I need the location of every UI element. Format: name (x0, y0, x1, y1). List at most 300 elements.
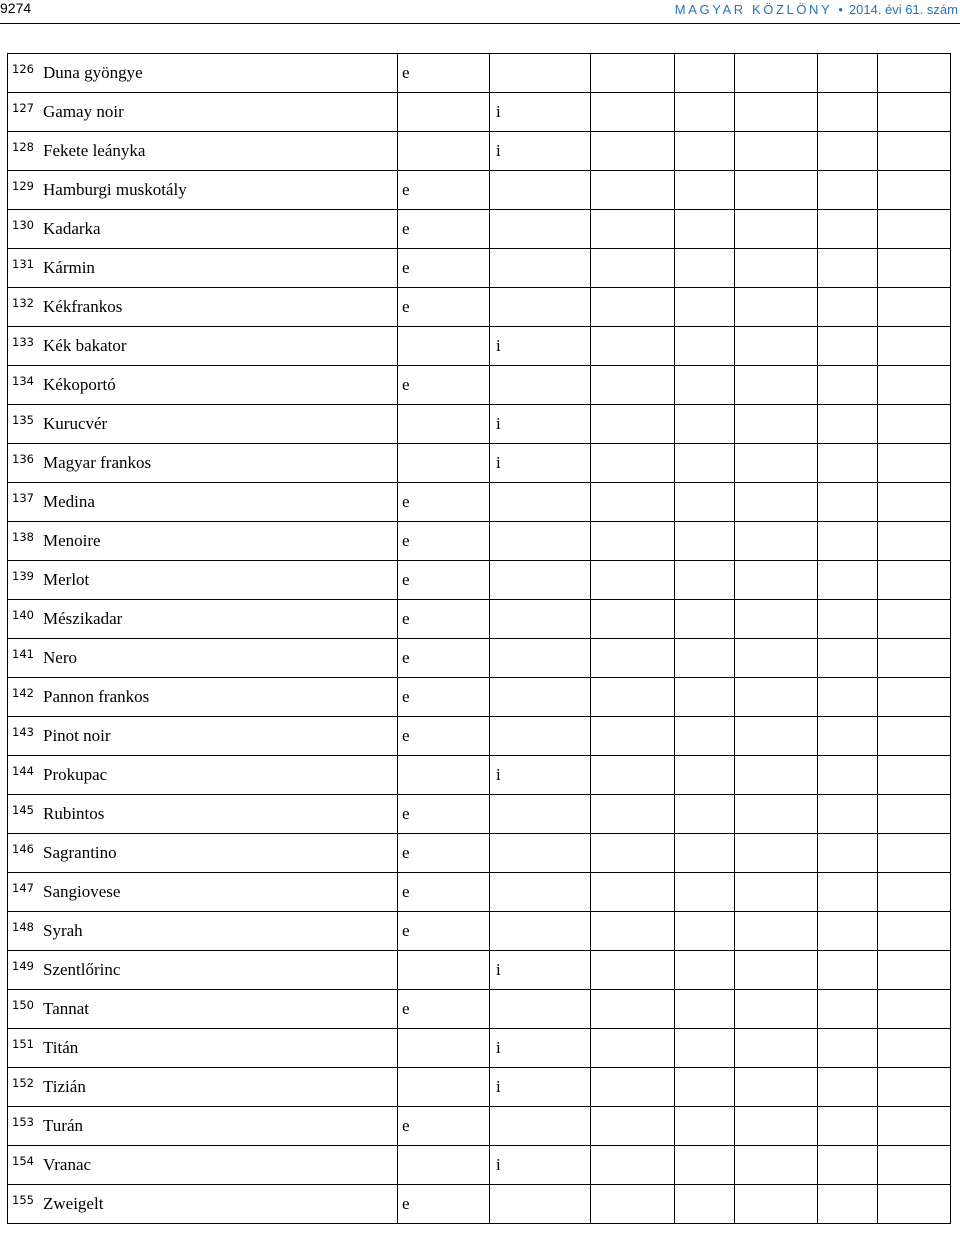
empty-cell (818, 483, 878, 522)
empty-cell (878, 756, 951, 795)
empty-cell (591, 132, 675, 171)
i-mark: i (496, 336, 501, 355)
table-row (8, 639, 951, 678)
row-number: 132 (12, 296, 34, 310)
e-mark: e (402, 999, 410, 1018)
empty-cell (591, 561, 675, 600)
variety-name: Prokupac (43, 765, 108, 784)
empty-cell (735, 210, 818, 249)
grape-variety-table (7, 53, 951, 1224)
e-mark: e (402, 570, 410, 589)
row-number: 147 (12, 881, 34, 895)
variety-name: Hamburgi muskotály (43, 180, 187, 199)
variety-cell (8, 834, 398, 873)
variety-name: Kadarka (43, 219, 101, 238)
empty-cell (735, 600, 818, 639)
i-mark-cell (490, 756, 591, 795)
i-mark-cell (490, 483, 591, 522)
e-mark: e (402, 492, 410, 511)
variety-name: Pinot noir (43, 726, 111, 745)
empty-cell (818, 1185, 878, 1224)
empty-cell (735, 522, 818, 561)
row-number: 143 (12, 725, 34, 739)
empty-cell (735, 1029, 818, 1068)
variety-cell (8, 483, 398, 522)
empty-cell (735, 366, 818, 405)
variety-name: Turán (43, 1116, 83, 1135)
e-mark-cell (398, 483, 490, 522)
e-mark-cell (398, 639, 490, 678)
variety-name: Szentlőrinc (43, 960, 121, 979)
i-mark-cell (490, 54, 591, 93)
empty-cell (818, 912, 878, 951)
empty-cell (675, 600, 735, 639)
empty-cell (878, 639, 951, 678)
empty-cell (591, 327, 675, 366)
variety-cell (8, 444, 398, 483)
e-mark-cell (398, 717, 490, 756)
empty-cell (591, 756, 675, 795)
table-row (8, 288, 951, 327)
i-mark-cell (490, 132, 591, 171)
row-number: 130 (12, 218, 34, 232)
row-number: 128 (12, 140, 34, 154)
empty-cell (878, 54, 951, 93)
empty-cell (735, 951, 818, 990)
e-mark: e (402, 1116, 410, 1135)
variety-cell (8, 912, 398, 951)
empty-cell (878, 912, 951, 951)
table-row (8, 1107, 951, 1146)
i-mark-cell (490, 912, 591, 951)
empty-cell (675, 444, 735, 483)
table-row (8, 873, 951, 912)
empty-cell (675, 54, 735, 93)
variety-name: Titán (43, 1038, 79, 1057)
empty-cell (878, 795, 951, 834)
empty-cell (735, 483, 818, 522)
i-mark-cell (490, 327, 591, 366)
e-mark: e (402, 609, 410, 628)
empty-cell (591, 1107, 675, 1146)
variety-name: Pannon frankos (43, 687, 150, 706)
e-mark: e (402, 219, 410, 238)
empty-cell (591, 600, 675, 639)
empty-cell (818, 210, 878, 249)
table-row (8, 834, 951, 873)
empty-cell (878, 951, 951, 990)
empty-cell (818, 171, 878, 210)
empty-cell (818, 288, 878, 327)
variety-name: Menoire (43, 531, 101, 550)
table-row (8, 990, 951, 1029)
e-mark: e (402, 375, 410, 394)
empty-cell (591, 288, 675, 327)
i-mark-cell (490, 678, 591, 717)
empty-cell (878, 717, 951, 756)
table-row (8, 1068, 951, 1107)
empty-cell (675, 717, 735, 756)
row-number: 142 (12, 686, 34, 700)
journal-title (675, 2, 958, 17)
e-mark-cell (398, 132, 490, 171)
empty-cell (878, 444, 951, 483)
empty-cell (675, 951, 735, 990)
variety-cell (8, 1107, 398, 1146)
i-mark-cell (490, 990, 591, 1029)
empty-cell (735, 990, 818, 1029)
row-number: 144 (12, 764, 34, 778)
empty-cell (591, 249, 675, 288)
empty-cell (818, 951, 878, 990)
variety-cell (8, 1068, 398, 1107)
variety-name: Vranac (43, 1155, 92, 1174)
empty-cell (878, 873, 951, 912)
i-mark: i (496, 102, 501, 121)
empty-cell (818, 717, 878, 756)
row-number: 140 (12, 608, 34, 622)
empty-cell (675, 795, 735, 834)
variety-name: Kékfrankos (43, 297, 123, 316)
row-number: 146 (12, 842, 34, 856)
e-mark-cell (398, 444, 490, 483)
e-mark-cell (398, 1107, 490, 1146)
empty-cell (818, 873, 878, 912)
empty-cell (675, 327, 735, 366)
variety-cell (8, 873, 398, 912)
e-mark: e (402, 180, 410, 199)
table-row (8, 522, 951, 561)
empty-cell (675, 561, 735, 600)
e-mark-cell (398, 912, 490, 951)
row-number: 152 (12, 1076, 34, 1090)
i-mark: i (496, 1155, 501, 1174)
variety-cell (8, 795, 398, 834)
empty-cell (735, 873, 818, 912)
row-number: 129 (12, 179, 34, 193)
variety-name: Merlot (43, 570, 90, 589)
variety-cell (8, 717, 398, 756)
variety-cell (8, 132, 398, 171)
empty-cell (735, 1068, 818, 1107)
i-mark-cell (490, 639, 591, 678)
table-row (8, 210, 951, 249)
empty-cell (878, 483, 951, 522)
variety-name: Sagrantino (43, 843, 117, 862)
empty-cell (818, 1029, 878, 1068)
empty-cell (818, 132, 878, 171)
variety-cell (8, 639, 398, 678)
empty-cell (878, 366, 951, 405)
variety-name: Nero (43, 648, 77, 667)
variety-cell (8, 249, 398, 288)
empty-cell (591, 366, 675, 405)
variety-cell (8, 990, 398, 1029)
empty-cell (878, 834, 951, 873)
row-number: 134 (12, 374, 34, 388)
empty-cell (591, 1185, 675, 1224)
e-mark-cell (398, 366, 490, 405)
empty-cell (735, 132, 818, 171)
variety-cell (8, 951, 398, 990)
i-mark-cell (490, 717, 591, 756)
e-mark: e (402, 63, 410, 82)
variety-cell (8, 93, 398, 132)
e-mark: e (402, 648, 410, 667)
e-mark: e (402, 297, 410, 316)
empty-cell (591, 483, 675, 522)
e-mark-cell (398, 795, 490, 834)
empty-cell (735, 717, 818, 756)
table-row (8, 405, 951, 444)
e-mark: e (402, 531, 410, 550)
variety-cell (8, 678, 398, 717)
empty-cell (878, 171, 951, 210)
variety-name: Kármin (43, 258, 95, 277)
empty-cell (818, 366, 878, 405)
i-mark-cell (490, 210, 591, 249)
empty-cell (878, 1029, 951, 1068)
table-row (8, 132, 951, 171)
row-number: 150 (12, 998, 34, 1012)
empty-cell (878, 93, 951, 132)
empty-cell (818, 756, 878, 795)
journal-issue: 2014. évi 61. szám (848, 2, 958, 17)
row-number: 155 (12, 1193, 34, 1207)
e-mark-cell (398, 1029, 490, 1068)
empty-cell (735, 639, 818, 678)
variety-name: Syrah (43, 921, 83, 940)
empty-cell (878, 249, 951, 288)
page-number: 9274 (0, 0, 32, 16)
table-row (8, 366, 951, 405)
variety-name: Fekete leányka (43, 141, 146, 160)
i-mark-cell (490, 522, 591, 561)
empty-cell (675, 990, 735, 1029)
row-number: 139 (12, 569, 34, 583)
empty-cell (878, 990, 951, 1029)
empty-cell (675, 210, 735, 249)
e-mark-cell (398, 1146, 490, 1185)
e-mark-cell (398, 54, 490, 93)
empty-cell (818, 54, 878, 93)
empty-cell (675, 171, 735, 210)
empty-cell (878, 678, 951, 717)
variety-cell (8, 288, 398, 327)
empty-cell (591, 93, 675, 132)
row-number: 153 (12, 1115, 34, 1129)
e-mark: e (402, 804, 410, 823)
e-mark-cell (398, 249, 490, 288)
empty-cell (675, 366, 735, 405)
variety-cell (8, 405, 398, 444)
row-number: 127 (12, 101, 34, 115)
variety-name: Rubintos (43, 804, 105, 823)
empty-cell (735, 912, 818, 951)
variety-cell (8, 522, 398, 561)
i-mark: i (496, 453, 501, 472)
row-number: 151 (12, 1037, 34, 1051)
empty-cell (818, 249, 878, 288)
empty-cell (735, 249, 818, 288)
table-row (8, 93, 951, 132)
i-mark-cell (490, 873, 591, 912)
variety-cell (8, 756, 398, 795)
i-mark-cell (490, 1185, 591, 1224)
empty-cell (818, 444, 878, 483)
empty-cell (735, 444, 818, 483)
variety-cell (8, 561, 398, 600)
e-mark: e (402, 258, 410, 277)
empty-cell (591, 405, 675, 444)
row-number: 145 (12, 803, 34, 817)
empty-cell (878, 210, 951, 249)
empty-cell (591, 834, 675, 873)
e-mark-cell (398, 600, 490, 639)
empty-cell (591, 522, 675, 561)
empty-cell (818, 561, 878, 600)
i-mark-cell (490, 1068, 591, 1107)
variety-cell (8, 210, 398, 249)
table-row (8, 327, 951, 366)
e-mark-cell (398, 93, 490, 132)
empty-cell (735, 1107, 818, 1146)
row-number: 126 (12, 62, 34, 76)
empty-cell (591, 990, 675, 1029)
e-mark-cell (398, 210, 490, 249)
e-mark-cell (398, 834, 490, 873)
empty-cell (675, 93, 735, 132)
e-mark-cell (398, 678, 490, 717)
empty-cell (735, 1185, 818, 1224)
empty-cell (591, 171, 675, 210)
empty-cell (818, 639, 878, 678)
i-mark-cell (490, 561, 591, 600)
table-row (8, 249, 951, 288)
empty-cell (591, 951, 675, 990)
empty-cell (675, 1029, 735, 1068)
table-row (8, 483, 951, 522)
empty-cell (675, 483, 735, 522)
empty-cell (818, 93, 878, 132)
row-number: 149 (12, 959, 34, 973)
empty-cell (735, 834, 818, 873)
empty-cell (735, 54, 818, 93)
i-mark-cell (490, 249, 591, 288)
e-mark: e (402, 1194, 410, 1213)
empty-cell (675, 873, 735, 912)
empty-cell (675, 1185, 735, 1224)
empty-cell (818, 834, 878, 873)
i-mark-cell (490, 93, 591, 132)
i-mark: i (496, 960, 501, 979)
empty-cell (675, 405, 735, 444)
i-mark: i (496, 765, 501, 784)
i-mark-cell (490, 834, 591, 873)
empty-cell (675, 1068, 735, 1107)
i-mark: i (496, 1038, 501, 1057)
empty-cell (818, 1068, 878, 1107)
i-mark-cell (490, 288, 591, 327)
i-mark: i (496, 414, 501, 433)
empty-cell (591, 1029, 675, 1068)
empty-cell (818, 405, 878, 444)
empty-cell (591, 717, 675, 756)
table-row (8, 1146, 951, 1185)
empty-cell (878, 600, 951, 639)
empty-cell (818, 327, 878, 366)
empty-cell (735, 1146, 818, 1185)
variety-name: Sangiovese (43, 882, 121, 901)
empty-cell (735, 795, 818, 834)
empty-cell (675, 1107, 735, 1146)
variety-cell (8, 171, 398, 210)
e-mark: e (402, 726, 410, 745)
empty-cell (675, 288, 735, 327)
i-mark-cell (490, 1146, 591, 1185)
i-mark-cell (490, 444, 591, 483)
i-mark-cell (490, 600, 591, 639)
header-rule (0, 23, 960, 24)
empty-cell (818, 795, 878, 834)
empty-cell (591, 678, 675, 717)
i-mark-cell (490, 405, 591, 444)
i-mark: i (496, 1077, 501, 1096)
row-number: 135 (12, 413, 34, 427)
empty-cell (675, 834, 735, 873)
i-mark-cell (490, 171, 591, 210)
empty-cell (591, 795, 675, 834)
table-row (8, 717, 951, 756)
table-row (8, 171, 951, 210)
empty-cell (675, 756, 735, 795)
empty-cell (735, 93, 818, 132)
empty-cell (818, 678, 878, 717)
empty-cell (818, 990, 878, 1029)
empty-cell (735, 561, 818, 600)
variety-cell (8, 600, 398, 639)
e-mark: e (402, 882, 410, 901)
i-mark-cell (490, 795, 591, 834)
empty-cell (878, 405, 951, 444)
empty-cell (878, 288, 951, 327)
variety-name: Zweigelt (43, 1194, 104, 1213)
empty-cell (878, 522, 951, 561)
variety-name: Kurucvér (43, 414, 108, 433)
e-mark-cell (398, 990, 490, 1029)
table-body (8, 54, 951, 1224)
table-row (8, 561, 951, 600)
row-number: 133 (12, 335, 34, 349)
table-row (8, 795, 951, 834)
e-mark: e (402, 921, 410, 940)
row-number: 131 (12, 257, 34, 271)
table-row (8, 54, 951, 93)
table-row (8, 756, 951, 795)
empty-cell (735, 288, 818, 327)
empty-cell (591, 54, 675, 93)
empty-cell (675, 678, 735, 717)
empty-cell (818, 600, 878, 639)
i-mark-cell (490, 366, 591, 405)
empty-cell (878, 132, 951, 171)
empty-cell (591, 873, 675, 912)
i-mark-cell (490, 951, 591, 990)
i-mark-cell (490, 1029, 591, 1068)
row-number: 148 (12, 920, 34, 934)
e-mark-cell (398, 405, 490, 444)
table-row (8, 678, 951, 717)
